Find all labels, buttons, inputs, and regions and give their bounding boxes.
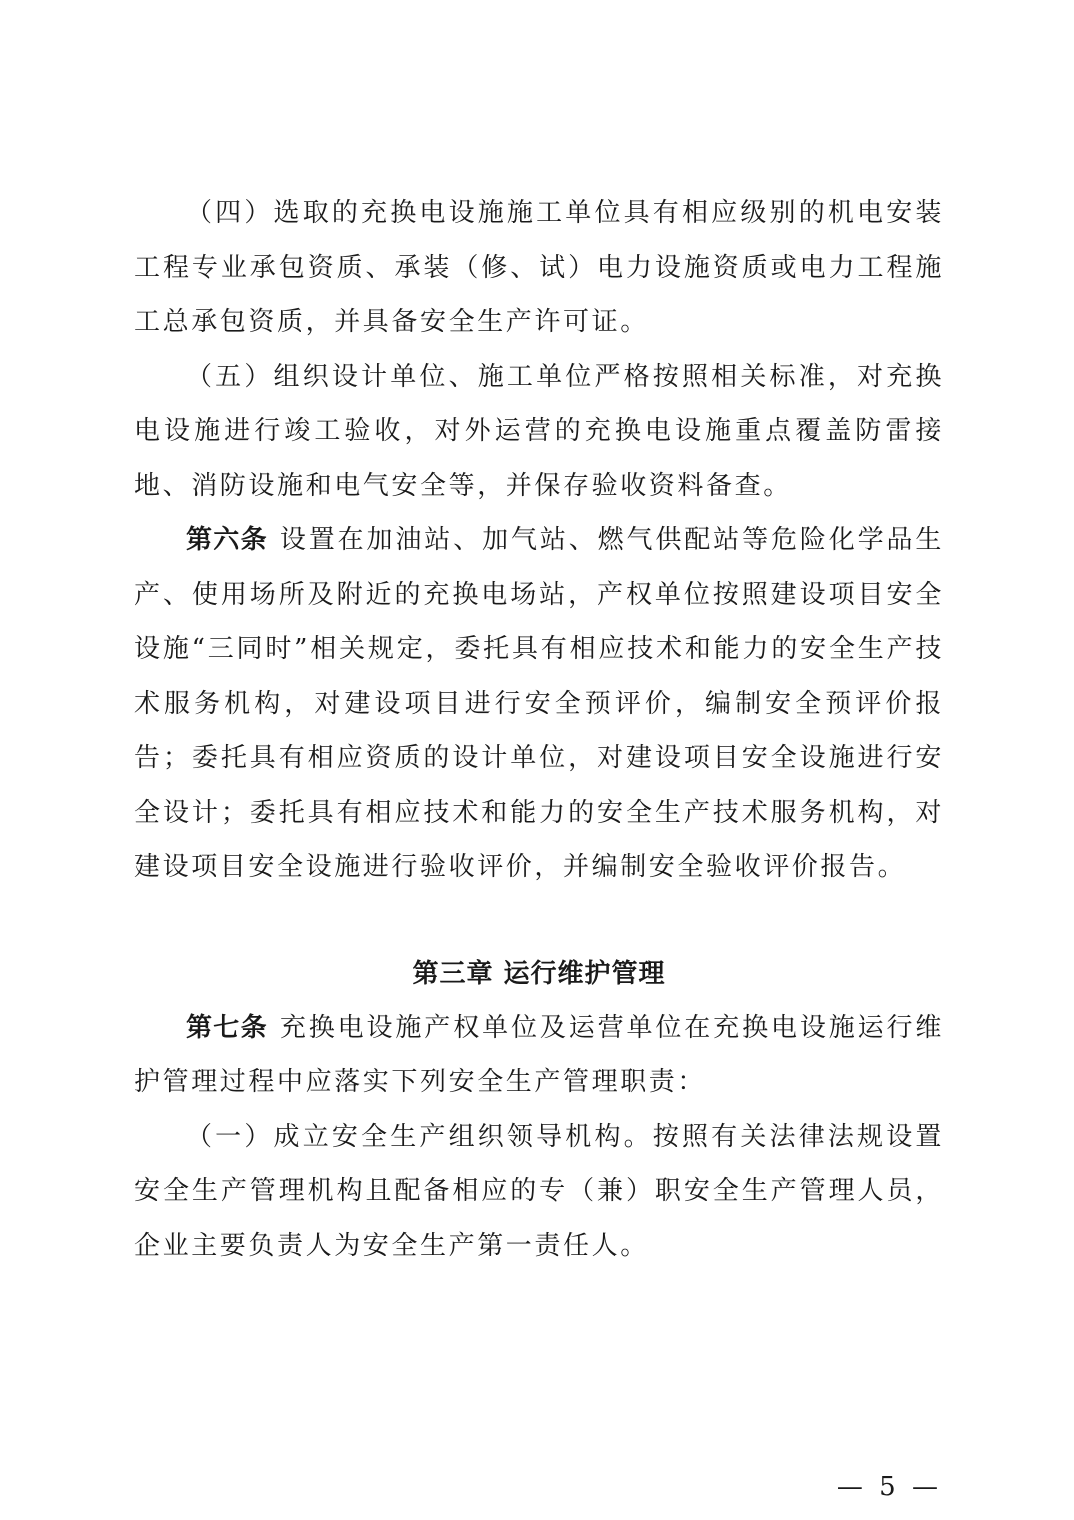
article-7-heading: 第七条: [186, 1012, 268, 1043]
paragraph-item-5: （五）组织设计单位、施工单位严格按照相关标准，对充换电设施进行竣工验收，对外运营的充换电设施重点覆盖防雷接地、消防设施和电气安全等，并保存验收资料备查。: [134, 361, 944, 501]
document-body: [134, 186, 944, 1273]
article-7: [134, 1001, 944, 1110]
chapter-title: 第三章 运行维护管理: [412, 958, 666, 989]
article-6-text: 设置在加油站、加气站、燃气供配站等危险化学品生产、使用场所及附近的充换电场站，产权单位按照建设项目安全设施“三同时”相关规定，委托具有相应技术和能力的安全生产技术服务机构，对建设项目进行安全预评价，编制安全预评价报告；委托具有相应资质的设计单位，对建设项目安全设施进行安全设计；委托具有相应技术和能力的安全生产技术服务机构，对建设项目安全设施进行验收评价，并编制安全验收评价报告。: [134, 525, 944, 882]
paragraph-item-1: （一）成立安全生产组织领导机构。按照有关法律法规设置安全生产管理机构且配备相应的专（兼）职安全生产管理人员，企业主要负责人为安全生产第一责任人。: [134, 1121, 944, 1261]
article-6-heading: 第六条: [186, 525, 268, 555]
article-6: [134, 513, 944, 895]
article-7-text: 充换电设施产权单位及运营单位在充换电设施运行维护管理过程中应落实下列安全生产管理职责：: [134, 1012, 944, 1097]
paragraph-item-4: （四）选取的充换电设施施工单位具有相应级别的机电安装工程专业承包资质、承装（修、试）电力设施资质或电力工程施工总承包资质，并具备安全生产许可证。: [134, 198, 944, 337]
page-number: — 5 —: [836, 1472, 942, 1502]
